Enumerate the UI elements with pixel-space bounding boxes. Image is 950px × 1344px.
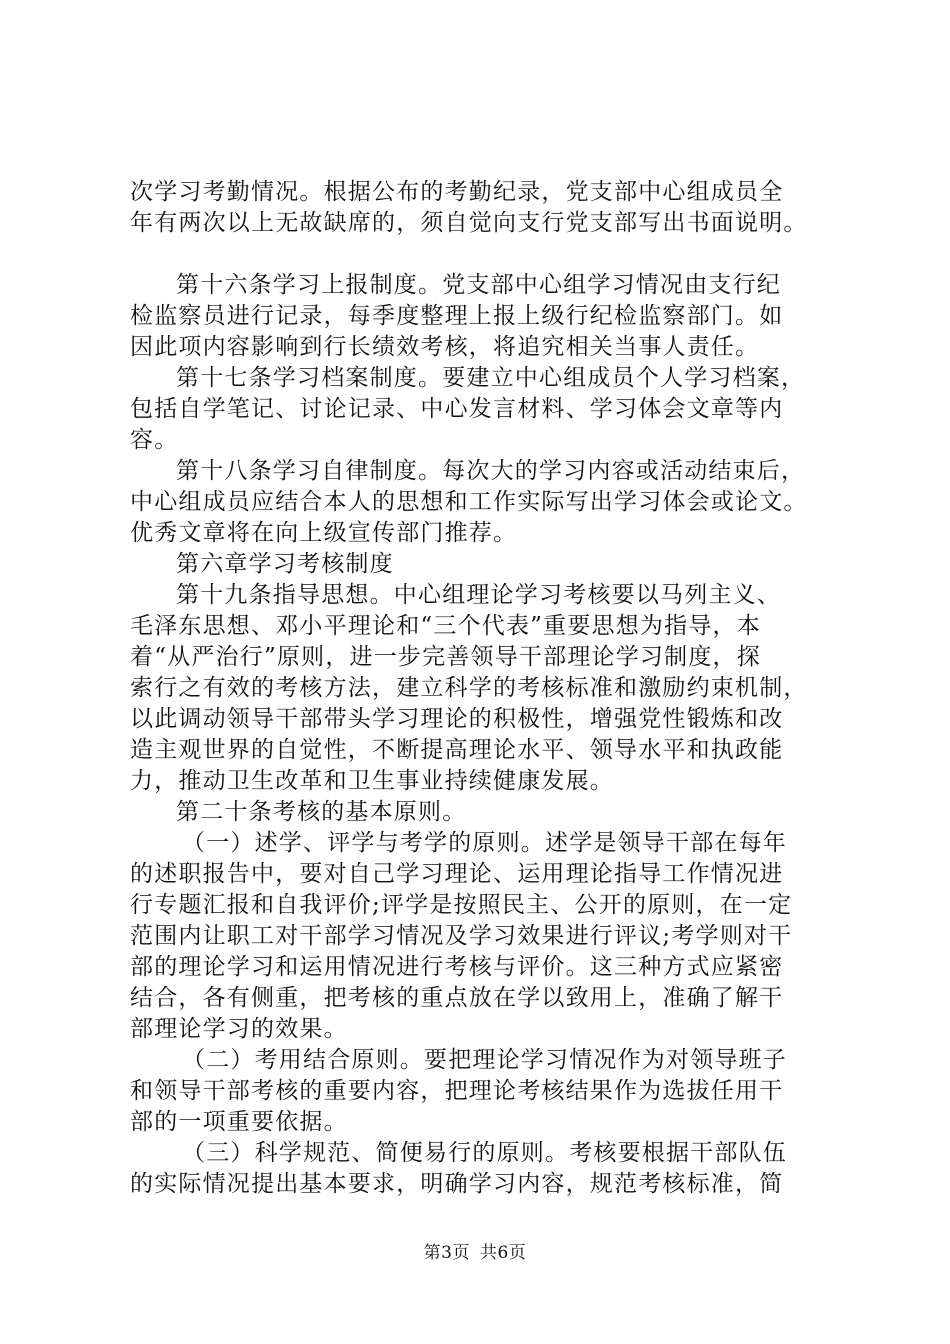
text-line: 的实际情况提出基本要求，明确学习内容，规范考核标准，简 [130, 1171, 784, 1197]
article-17-heading-line: 第十七条学习档案制度。要建立中心组成员个人学习档案， [176, 365, 806, 391]
text-line: 次学习考勤情况。根据公布的考勤纪录，党支部中心组成员全 [130, 179, 784, 205]
chapter-6-heading: 第六章学习考核制度 [176, 551, 394, 577]
principle-2-heading-line: （二）考用结合原则。要把理论学习情况作为对领导班子 [182, 1047, 787, 1073]
text-line: 包括自学笔记、讨论记录、中心发言材料、学习体会文章等内 [130, 396, 784, 422]
text-line: 力，推动卫生改革和卫生事业持续健康发展。 [130, 768, 614, 794]
text-line: 着“从严治行”原则，进一步完善领导干部理论学习制度，探 [130, 644, 761, 670]
text-line: 造主观世界的自觉性，不断提高理论水平、领导水平和执政能 [130, 737, 784, 763]
article-18-heading-line: 第十八条学习自律制度。每次大的学习内容或活动结束后， [176, 458, 806, 484]
text-line: 部的一项重要依据。 [130, 1109, 348, 1135]
text-line: 中心组成员应结合本人的思想和工作实际写出学习体会或论文。 [130, 489, 808, 515]
body-text [130, 270, 830, 1200]
text-line: 年有两次以上无故缺席的，须自觉向支行党支部写出书面说明。 [130, 210, 808, 236]
principle-1-heading-line: （一）述学、评学与考学的原则。述学是领导干部在每年 [182, 830, 787, 856]
text-line: 和领导干部考核的重要内容，把理论考核结果作为选拔任用干 [130, 1078, 784, 1104]
text-line: 的述职报告中，要对自己学习理论、运用理论指导工作情况进 [130, 861, 784, 887]
article-19-heading-line: 第十九条指导思想。中心组理论学习考核要以马列主义、 [176, 582, 781, 608]
paragraph-attendance [130, 177, 830, 239]
article-16-heading-line: 第十六条学习上报制度。党支部中心组学习情况由支行纪 [176, 272, 781, 298]
page-number-current: 第3页 [423, 1243, 470, 1263]
text-line: 索行之有效的考核方法，建立科学的考核标准和激励约束机制， [130, 675, 808, 701]
text-line: 结合，各有侧重，把考核的重点放在学以致用上，准确了解干 [130, 985, 784, 1011]
page-footer [0, 1243, 950, 1263]
article-20-heading: 第二十条考核的基本原则。 [176, 799, 467, 825]
text-line: 容。 [130, 427, 179, 453]
text-line: 以此调动领导干部带头学习理论的积极性，增强党性锻炼和改 [130, 706, 784, 732]
text-line: 行专题汇报和自我评价;评学是按照民主、公开的原则，在一定 [130, 892, 793, 918]
text-line: 部的理论学习和运用情况进行考核与评价。这三种方式应紧密 [130, 954, 784, 980]
page-number-total: 共6页 [480, 1243, 527, 1263]
text-line: 范围内让职工对干部学习情况及学习效果进行评议;考学则对干 [130, 923, 793, 949]
text-line: 因此项内容影响到行长绩效考核，将追究相关当事人责任。 [130, 334, 760, 360]
text-line: 优秀文章将在向上级宣传部门推荐。 [130, 520, 518, 546]
text-line: 部理论学习的效果。 [130, 1016, 348, 1042]
text-line: 检监察员进行记录，每季度整理上报上级行纪检监察部门。如 [130, 303, 784, 329]
principle-3-heading-line: （三）科学规范、简便易行的原则。考核要根据干部队伍 [182, 1140, 787, 1166]
text-line: 毛泽东思想、邓小平理论和“三个代表”重要思想为指导，本 [130, 613, 761, 639]
